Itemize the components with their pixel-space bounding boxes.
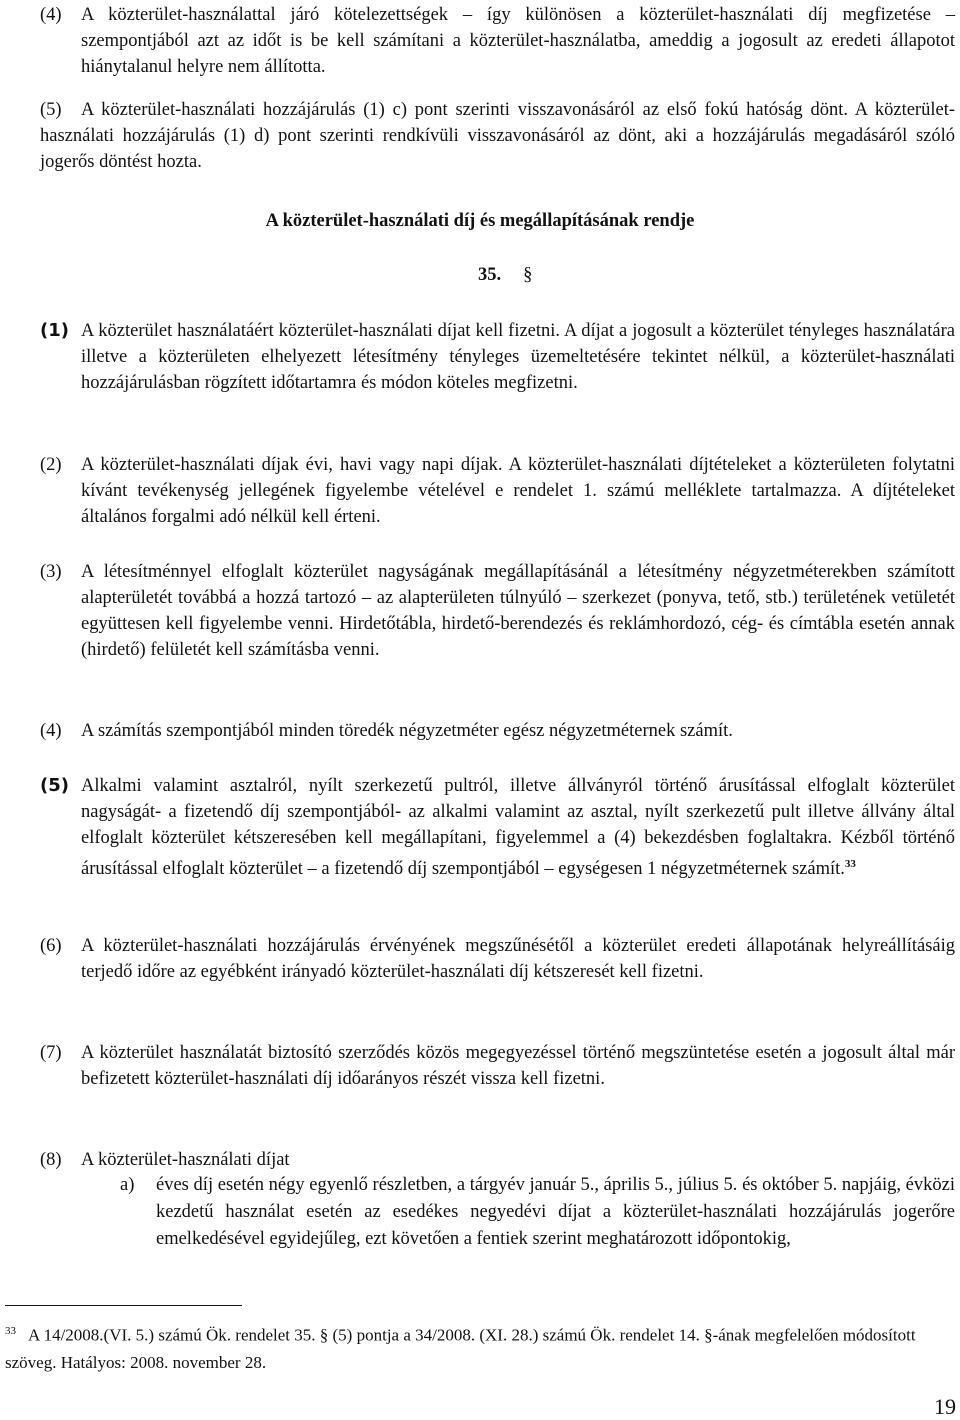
paragraph-text: A közterület használatáért közterület-használati díjat kell fizetni. A díjat a jogosult a közterület tényleges használatára illetve a közterületen elhelyezett létesítmény tényleges üzemeltetésére tekintet nélkül, a közterület-használati hozzájárulásban rögzített időtartamra és módon köteles megfizetni. (81, 321, 955, 393)
paragraph-number: (1) (40, 320, 69, 341)
page-number: 19 (934, 1394, 956, 1419)
list-item-label: a) (120, 1175, 135, 1195)
section-number-value: 35. (478, 265, 502, 285)
paragraph-3 (40, 559, 955, 663)
paragraph-4 (40, 718, 955, 744)
paragraph-text: A számítás szempontjából minden töredék négyzetméter egész négyzetméternek számít. (81, 721, 733, 741)
paragraph-text: A létesítménnyel elfoglalt közterület nagyságának megállapításánál a létesítmény négyzetméterekben számított alapterületét továbbá a hozzá tartozó – az alapterületen túlnyúló – szerkezet (ponyva, tető, stb.) területének vetületét együttesen kell figyelembe venni. Hirdetőtábla, hirdető-berendezés és reklámhordozó, cég- és címtábla esetén annak (hirdető) felületét kell számításba venni. (81, 562, 955, 660)
paragraph-5 (40, 773, 955, 882)
section-number (478, 265, 532, 286)
paragraph-text (81, 773, 955, 882)
section-sign: § (523, 265, 533, 285)
paragraph-text: A közterület-használati díjat (81, 1150, 290, 1170)
paragraph-number: (5) (40, 100, 62, 120)
paragraph-text-content: Alkalmi valamint asztalról, nyílt szerkezetű pultról, illetve állványról történő árusítással elfoglalt közterület nagyságát- a fizetendő díj szempontjából- az alkalmi valamint az asztal, nyílt szerkezetű pult illetve állvány által elfoglalt közterület kétszeresében kell megállapítani, figyelemmel a (4) bekezdésben foglaltakra. Kézből történő árusítással elfoglalt közterület – a fizetendő díj szempontjából – egységesen 1 négyzetméternek számít. (81, 776, 955, 880)
paragraph-1 (40, 318, 955, 396)
paragraph-number: (3) (40, 562, 62, 582)
paragraph-number: (4) (40, 5, 62, 25)
paragraph-number: (6) (40, 936, 62, 956)
footnote (5, 1318, 955, 1376)
paragraph-4-top (40, 2, 955, 80)
paragraph-6 (40, 933, 955, 985)
paragraph-text: A közterület-használattal járó kötelezettségek – így különösen a közterület-használati díj megfizetése – szempontjából azt az időt is be kell számítani a közterület-használatba, ameddig a jogosult az eredeti állapotot hiánytalanul helyre nem állította. (81, 5, 955, 77)
paragraph-number: (7) (40, 1043, 62, 1063)
paragraph-8 (40, 1147, 955, 1173)
paragraph-number: (5) (40, 775, 69, 796)
paragraph-text: A közterület-használati díjak évi, havi vagy napi díjak. A közterület-használati díjtételeket a közterületen folytatni kívánt tevékenység jellegének figyelembe vételével e rendelet 1. számú melléklete tartalmazza. A díjtételeket általános forgalmi adó nélkül kell érteni. (81, 455, 955, 527)
paragraph-text: A közterület-használati hozzájárulás (1) c) pont szerinti visszavonásáról az első fokú hatóság dönt. A közterület-használati hozzájárulás (1) d) pont szerinti rendkívüli visszavonásáról az dönt, aki a hozzájárulás megadásáról szóló jogerős döntést hozta. (40, 100, 955, 172)
list-item-text: éves díj esetén négy egyenlő részletben, a tárgyév január 5., április 5., július 5. és október 5. napjáig, évközi kezdetű használat esetén az esedékes negyedévi díjat a közterület-használati hozzájárulás jogerőre emelkedésével egyidejűleg, ezt követően a fentiek szerint meghatározott időpontokig, (156, 1175, 955, 1249)
paragraph-number: (8) (40, 1150, 62, 1170)
paragraph-text: A közterület-használati hozzájárulás érvényének megszűnésétől a közterület eredeti állapotának helyreállításáig terjedő időre az egyébként irányadó közterület-használati díj kétszeresét kell fizetni. (81, 936, 955, 982)
paragraph-7 (40, 1040, 955, 1092)
paragraph-number: (2) (40, 455, 62, 475)
footnote-reference[interactable]: 33 (844, 858, 856, 870)
paragraph-text: A közterület használatát biztosító szerződés közös megegyezéssel történő megszüntetése esetén a jogosult által már befizetett közterület-használati díj időarányos részét vissza kell fizetni. (81, 1043, 955, 1089)
footnote-divider (5, 1305, 242, 1306)
list-item (120, 1172, 955, 1253)
section-heading: A közterület-használati díj és megállapításának rendje (265, 211, 695, 231)
paragraph-5-top (40, 97, 955, 175)
footnote-number: 33 (5, 1325, 16, 1337)
footnote-text: A 14/2008.(VI. 5.) számú Ök. rendelet 35. § (5) pontja a 34/2008. (XI. 28.) számú Ök. rendelet 14. §-ának megfelelően módosított szöveg. Hatályos: 2008. november 28. (5, 1325, 916, 1372)
paragraph-2 (40, 452, 955, 530)
paragraph-number: (4) (40, 721, 62, 741)
